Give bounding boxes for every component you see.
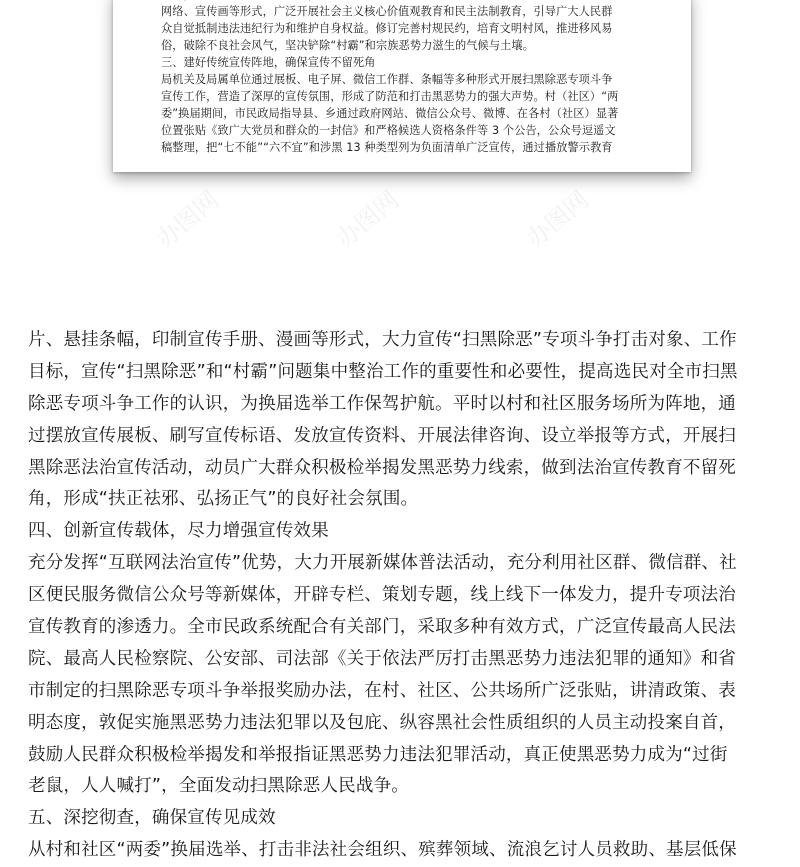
paragraph-line: 老鼠，人人喊打”，全面发动扫黑除恶人民战争。 bbox=[28, 776, 409, 797]
preview-line: 委”换届期间，市民政局指导县、乡通过政府网站、微信公众号、微博、在各村（社区）显著 bbox=[161, 107, 619, 120]
section-heading: 五、深挖彻查，确保宣传见成效 bbox=[28, 808, 276, 829]
paragraph-line: 片、悬挂条幅，印制宣传手册、漫画等形式，大力宣传“扫黑除恶”专项斗争打击对象、工作 bbox=[28, 330, 737, 350]
section-heading: 四、创新宣传载体，尽力增强宣传效果 bbox=[28, 521, 329, 542]
paragraph-line: 鼓励人民群众积极检举揭发和举报指证黑恶势力违法犯罪活动，真正使黑恶势力成为“过街 bbox=[28, 744, 728, 765]
paragraph-line: 角，形成“扶正祛邪、弘扬正气”的良好社会氛围。 bbox=[28, 489, 419, 510]
watermark: 办图网 bbox=[331, 185, 405, 254]
paragraph-line: 明态度，敦促实施黑恶势力违法犯罪以及包庇、纵容黑社会性质组织的人员主动投案自首， bbox=[28, 712, 736, 733]
preview-line: 宣传工作，营造了深厚的宣传氛围，形成了防范和打击黑恶势力的强大声势。村（社区）“两 bbox=[161, 90, 619, 103]
document-body bbox=[28, 325, 788, 867]
preview-line: 众自觉抵制违法违纪行为和维护自身权益。修订完善村规民约，培育文明村风，推进移风易 bbox=[161, 22, 613, 35]
preview-line: 位置张贴《致广大党员和群众的一封信》和严格候选人资格条件等 3 个公告，公众号逗遥文 bbox=[161, 124, 616, 137]
paragraph-line: 目标，宣传“扫黑除恶”和“村霸”问题集中整治工作的重要性和必要性，提高选民对全市扫黑 bbox=[28, 361, 738, 382]
watermark: 办图网 bbox=[521, 185, 595, 254]
paragraph-line: 黑除恶法治宣传活动，动员广大群众积极检举揭发黑恶势力线索，做到法治宣传教育不留死 bbox=[28, 457, 736, 478]
preview-line: 稿整理，把“七不能”“六不宜”和涉黑 13 种类型列为负面清单广泛宣传，通过播放警示教育 bbox=[161, 141, 613, 154]
watermark: 办图网 bbox=[151, 185, 225, 254]
paragraph-line: 区便民服务微信公众号等新媒体，开辟专栏、策划专题，线上线下一体发力，提升专项法治 bbox=[28, 585, 736, 606]
paragraph-line: 院、最高人民检察院、公安部、司法部《关于依法严厉打击黑恶势力违法犯罪的通知》和省 bbox=[28, 648, 736, 669]
paragraph-line: 充分发挥“互联网法治宣传”优势，大力开展新媒体普法活动，充分利用社区群、微信群、社 bbox=[28, 553, 737, 574]
paragraph-line: 市制定的扫黑除恶专项斗争举报奖励办法，在村、社区、公共场所广泛张贴，讲清政策、表 bbox=[28, 680, 736, 701]
paragraph-line: 宣传教育的渗透力。全市民政系统配合有关部门，采取多种有效方式，广泛宣传最高人民法 bbox=[28, 617, 736, 638]
document-page-thumbnail bbox=[113, 0, 691, 172]
document-preview-area bbox=[0, 0, 800, 300]
preview-line: 三、建好传统宣传阵地，确保宣传不留死角 bbox=[161, 56, 376, 69]
paragraph-line: 从村和社区“两委”换届选举、打击非法社会组织、殡葬领域、流浪乞讨人员救助、基层低保 bbox=[28, 840, 737, 861]
preview-line: 局机关及局属单位通过展板、电子屏、微信工作群、条幅等多种形式开展扫黑除恶专项斗争 bbox=[161, 73, 613, 86]
preview-line: 网络、宣传画等形式，广泛开展社会主义核心价值观教育和民主法制教育，引导广大人民群 bbox=[161, 5, 613, 18]
paragraph-line: 除恶专项斗争工作的认识，为换届选举工作保驾护航。平时以村和社区服务场所为阵地，通 bbox=[28, 393, 736, 414]
preview-line: 俗，破除不良社会风气，坚决铲除“村霸”和宗族恶势力滋生的气候与土壤。 bbox=[161, 39, 534, 52]
paragraph-line: 过摆放宣传展板、刷写宣传标语、发放宣传资料、开展法律咨询、设立举报等方式，开展扫 bbox=[28, 425, 736, 446]
